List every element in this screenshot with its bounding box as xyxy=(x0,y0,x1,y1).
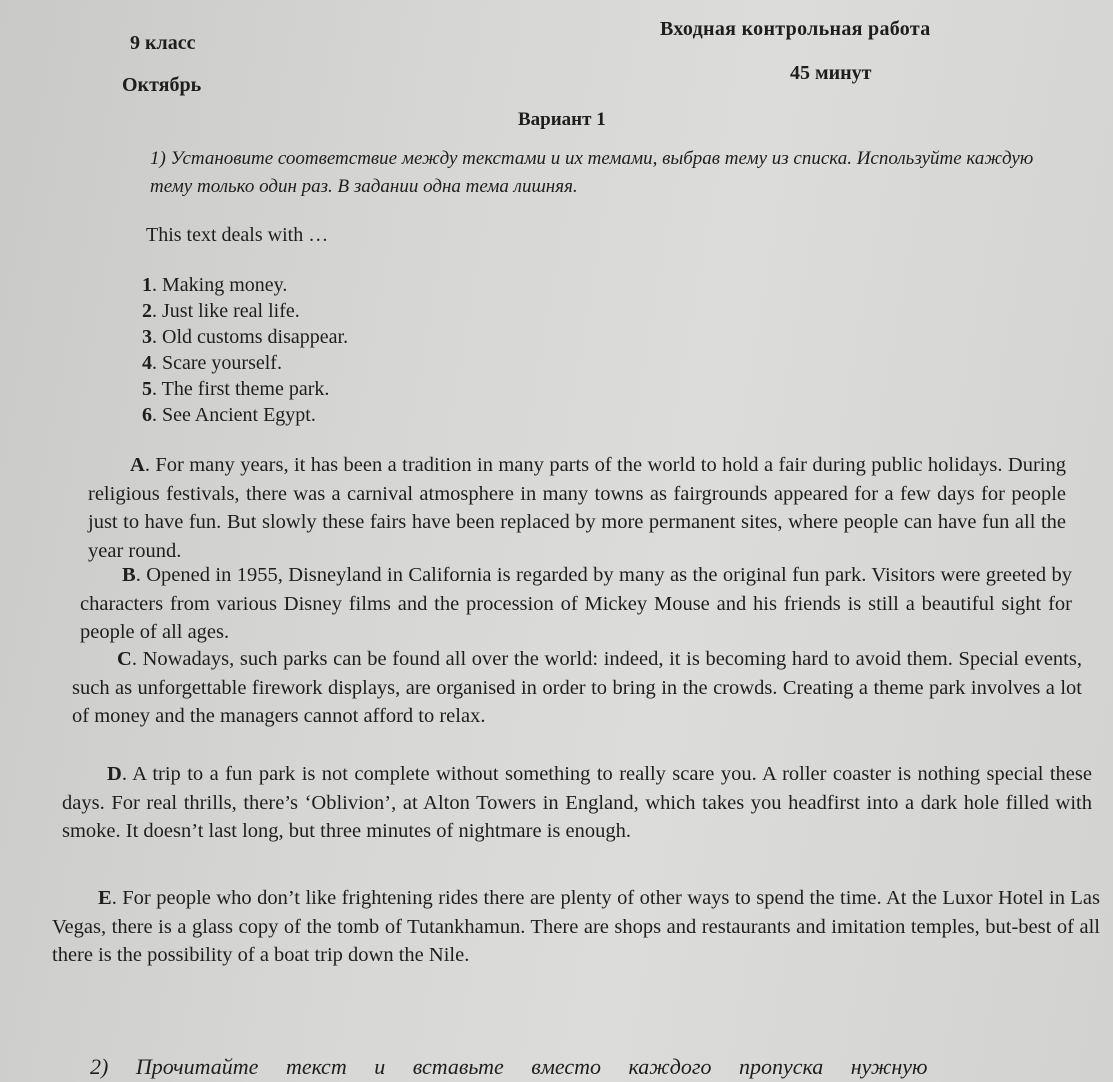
text-label: E xyxy=(98,887,112,909)
list-item xyxy=(142,402,348,428)
text-body: . Nowadays, such parks can be found all over the world: indeed, it is becoming hard to avoid them. Special events, such as unforgettable firework displays, are organised in order to bring in the crowds. Creating a theme park involves a lot of money and the managers cannot afford to relax. xyxy=(72,648,1082,727)
text-c xyxy=(72,645,1082,731)
text-body: . A trip to a fun park is not complete without something to really scare you. A roller coaster is nothing special these days. For real thrills, there’s ‘Oblivion’, at Alton Towers in England, which takes you headfirst into a dark hole filled with smoke. It doesn’t last long, but three minutes of nightmare is enough. xyxy=(62,763,1092,842)
theme-number: 1 xyxy=(142,274,152,296)
text-label: A xyxy=(130,454,145,476)
list-item xyxy=(142,298,348,324)
theme-number: 3 xyxy=(142,326,152,348)
theme-list xyxy=(142,272,348,428)
text-e xyxy=(52,884,1100,970)
theme-text: . See Ancient Egypt. xyxy=(152,404,316,426)
text-body: . For people who don’t like frightening rides there are plenty of other ways to spend the time. At the Luxor Hotel in Las Vegas, there is a glass copy of the tomb of Tutankhamun. There are shops and restaurants and imitation temples, but-best of all there is the possibility of a boat trip down the Nile. xyxy=(52,887,1100,966)
month-label: Октябрь xyxy=(122,74,202,96)
text-label: C xyxy=(117,648,132,670)
duration-label: 45 минут xyxy=(790,62,872,84)
theme-text: . Old customs disappear. xyxy=(152,326,349,348)
theme-number: 5 xyxy=(142,378,152,400)
variant-label: Вариант 1 xyxy=(518,109,606,130)
task2-instruction: 2) Прочитайте текст и вставьте вместо каждого пропуска нужную xyxy=(90,1054,928,1079)
list-item xyxy=(142,376,348,402)
grade-label: 9 класс xyxy=(130,32,196,54)
theme-number: 6 xyxy=(142,404,152,426)
text-label: D xyxy=(107,763,122,785)
theme-number: 2 xyxy=(142,300,152,322)
exam-title: Входная контрольная работа xyxy=(660,18,931,40)
text-label: B xyxy=(122,564,136,586)
task1-instruction: 1) Установите соответствие между текстами и их темами, выбрав тему из списка. Используйте каждую тему только один раз. В задании одна тема лишняя. xyxy=(150,148,1034,197)
text-d xyxy=(62,760,1092,846)
text-body: . For many years, it has been a tradition in many parts of the world to hold a fair during public holidays. During religious festivals, there was a carnival atmosphere in many towns as fairgrounds appeared for a few days for people just to have fun. But slowly these fairs have been replaced by more permanent sites, where people can have fun all the year round. xyxy=(88,454,1066,562)
theme-number: 4 xyxy=(142,352,152,374)
theme-text: . The first theme park. xyxy=(152,378,330,400)
text-body: . Opened in 1955, Disneyland in California is regarded by many as the original fun park. Visitors were greeted by characters from various Disney films and the procession of Mickey Mouse and his friends is still a beautiful sight for people of all ages. xyxy=(80,564,1072,643)
theme-text: . Scare yourself. xyxy=(152,352,282,374)
list-item xyxy=(142,350,348,376)
list-item xyxy=(142,324,348,350)
theme-text: . Just like real life. xyxy=(152,300,300,322)
text-b xyxy=(80,561,1072,647)
task1-lead: This text deals with … xyxy=(146,224,329,246)
theme-text: . Making money. xyxy=(152,274,288,296)
list-item xyxy=(142,272,348,298)
text-a xyxy=(88,451,1066,565)
